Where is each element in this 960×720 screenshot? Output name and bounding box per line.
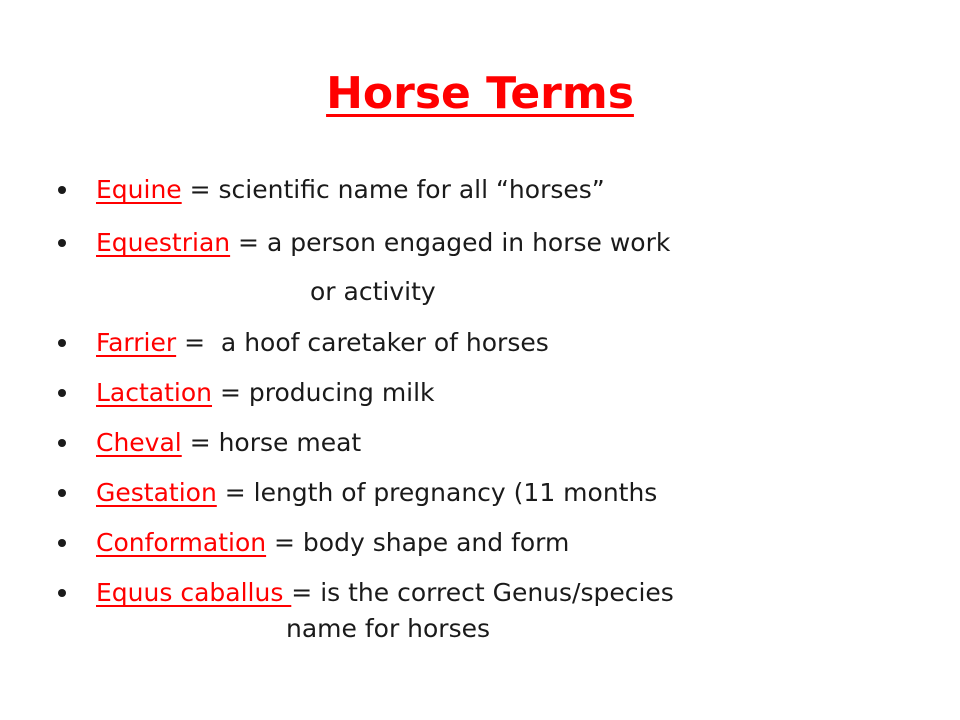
bullet-icon [58, 539, 66, 547]
list-item-gestation [96, 476, 657, 510]
term-conformation: Conformation [96, 528, 267, 557]
list-item-lactation [96, 376, 435, 410]
definition-lactation: = producing milk [212, 378, 435, 407]
list-item-conformation [96, 526, 569, 560]
definition-equine: = scientific name for all “horses” [181, 175, 605, 204]
bullet-icon [58, 589, 66, 597]
list-item-equine [96, 173, 605, 207]
definition-farrier: = a hoof caretaker of horses [176, 328, 549, 357]
list-item-equus-caballus [96, 576, 674, 610]
definition-gestation: = length of pregnancy (11 months [216, 478, 658, 507]
slide-title: Horse Terms [326, 68, 634, 119]
definition-cheval: = horse meat [181, 428, 362, 457]
list-item-farrier [96, 326, 549, 360]
definition-equus-caballus: = is the correct Genus/species [291, 578, 674, 607]
term-lactation: Lactation [96, 378, 213, 407]
term-equestrian: Equestrian [96, 228, 231, 257]
list-item-cheval [96, 426, 361, 460]
bullet-icon [58, 239, 66, 247]
term-gestation: Gestation [96, 478, 217, 507]
term-cheval: Cheval [96, 428, 182, 457]
term-equus-caballus: Equus caballus [96, 578, 292, 607]
bullet-icon [58, 489, 66, 497]
list-item-equestrian [96, 226, 670, 260]
bullet-icon [58, 186, 66, 194]
bullet-icon [58, 389, 66, 397]
term-equine: Equine [96, 175, 182, 204]
definition-equestrian-continuation: or activity [310, 277, 436, 306]
bullet-icon [58, 339, 66, 347]
definition-equestrian: = a person engaged in horse work [230, 228, 671, 257]
definition-equus-caballus-continuation: name for horses [286, 614, 491, 643]
term-farrier: Farrier [96, 328, 177, 357]
bullet-icon [58, 439, 66, 447]
definition-conformation: = body shape and form [266, 528, 570, 557]
